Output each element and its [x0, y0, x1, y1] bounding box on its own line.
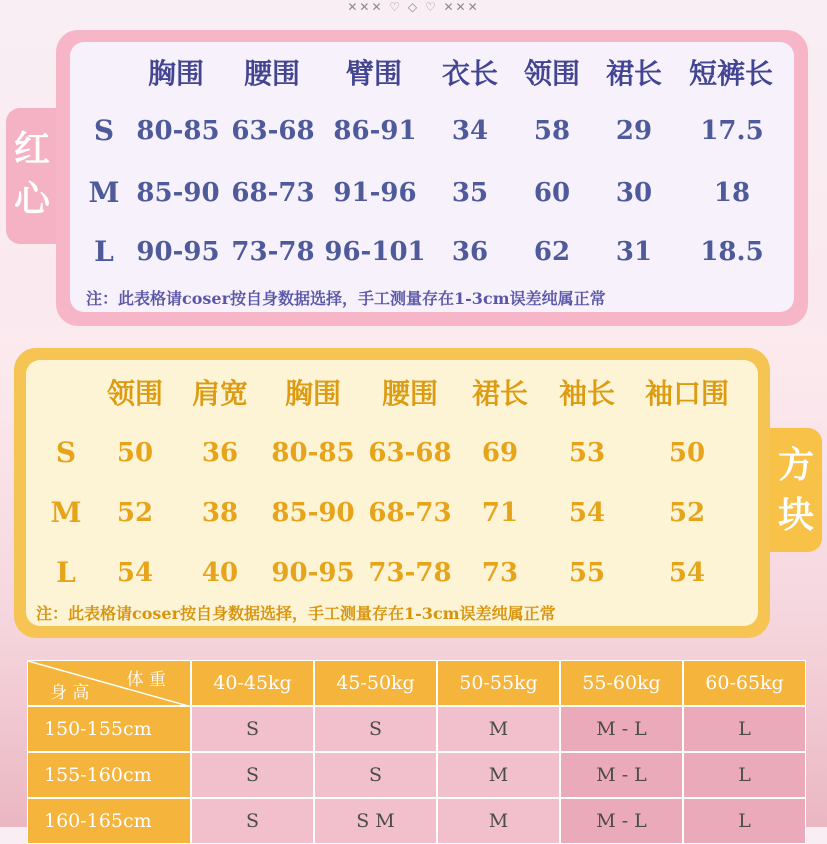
set1-cell: 30 — [615, 178, 653, 208]
set2-cell: 80-85 — [271, 438, 355, 468]
set1-cell: 36 — [451, 237, 489, 267]
size-cell: M — [437, 706, 560, 752]
set1-header: 领围 — [523, 57, 581, 90]
size-cell: L — [683, 752, 806, 798]
set1-header: 臂围 — [345, 57, 403, 90]
set1-size-label: L — [94, 235, 114, 268]
size-cell: M - L — [560, 752, 683, 798]
set2-header: 胸围 — [284, 377, 342, 410]
set2-size-label: S — [55, 436, 77, 469]
set1-size-label: S — [93, 114, 115, 147]
set2-size-label: L — [56, 556, 76, 589]
size-guide-row — [27, 798, 807, 844]
set1-cell: 63-68 — [231, 116, 315, 146]
set1-note: 注：此表格请coser按自身数据选择，手工测量存在1-3cm误差纯属正常 — [86, 289, 606, 308]
weight-header: 60-65kg — [683, 660, 806, 706]
set2-cell: 68-73 — [368, 498, 452, 528]
set1-cell: 60 — [533, 178, 571, 208]
set2-header: 腰围 — [381, 377, 439, 410]
set2-cell: 50 — [116, 438, 154, 468]
set1-cell: 73-78 — [231, 237, 315, 267]
set1-cell: 31 — [615, 237, 653, 267]
size-cell: M - L — [560, 706, 683, 752]
size-cell: S — [314, 752, 437, 798]
top-decoration: ✕✕✕ ♡ ◇ ♡ ✕✕✕ — [347, 0, 480, 14]
set2-header: 领围 — [106, 377, 164, 410]
set1-header: 裙长 — [605, 57, 663, 90]
size-cell: S — [314, 706, 437, 752]
set2-side-char-1: 方 — [777, 444, 814, 486]
set2-cell: 55 — [568, 558, 606, 588]
size-guide-corner — [27, 660, 191, 706]
size-guide-header-row — [27, 660, 807, 706]
set2-side-char-2: 块 — [777, 494, 814, 536]
set1-cell: 90-95 — [136, 237, 220, 267]
set2-note: 注：此表格请coser按自身数据选择，手工测量存在1-3cm误差纯属正常 — [36, 604, 556, 623]
set1-cell: 96-101 — [324, 237, 426, 267]
height-cell: 160-165cm — [27, 798, 191, 844]
set1-cell: 18.5 — [700, 237, 764, 267]
set2-cell: 85-90 — [271, 498, 355, 528]
set2-cell: 52 — [668, 498, 706, 528]
set1-header: 腰围 — [243, 57, 301, 90]
set2-cell: 53 — [568, 438, 606, 468]
set1-cell: 68-73 — [231, 178, 315, 208]
set1-cell: 35 — [451, 178, 489, 208]
set2-header: 肩宽 — [191, 377, 249, 410]
set1-header: 胸围 — [147, 57, 205, 90]
weight-header: 40-45kg — [191, 660, 314, 706]
set1-cell: 29 — [615, 116, 653, 146]
height-cell: 150-155cm — [27, 706, 191, 752]
set1-side-label — [6, 108, 58, 244]
set2-cell: 50 — [668, 438, 706, 468]
set1-cell: 58 — [533, 116, 571, 146]
set2-cell: 71 — [481, 498, 519, 528]
size-cell: M — [437, 752, 560, 798]
size-cell: M - L — [560, 798, 683, 844]
set2-cell: 54 — [568, 498, 606, 528]
size-cell: M — [437, 798, 560, 844]
weight-header: 50-55kg — [437, 660, 560, 706]
size-cell: S M — [314, 798, 437, 844]
set2-header: 袖口围 — [644, 377, 730, 410]
set2-side-label — [770, 428, 822, 552]
weight-header: 55-60kg — [560, 660, 683, 706]
set1-cell: 85-90 — [136, 178, 220, 208]
size-guide-table — [27, 660, 807, 844]
set1-cell: 86-91 — [333, 116, 417, 146]
set1-side-char-1: 红 — [13, 128, 50, 170]
set2-size-label: M — [50, 496, 82, 529]
set2-cell: 40 — [201, 558, 239, 588]
size-cell: S — [191, 798, 314, 844]
size-cell: S — [191, 752, 314, 798]
set2-cell: 63-68 — [368, 438, 452, 468]
set1-size-label: M — [88, 176, 120, 209]
set1-header: 衣长 — [441, 57, 499, 90]
size-guide-row — [27, 752, 807, 798]
set2-cell: 73 — [481, 558, 519, 588]
set1-cell: 17.5 — [700, 116, 764, 146]
set2-cell: 38 — [201, 498, 239, 528]
height-cell: 155-160cm — [27, 752, 191, 798]
set2-cell: 54 — [116, 558, 154, 588]
size-guide-row — [27, 706, 807, 752]
set2-header: 袖长 — [558, 377, 616, 410]
height-label: 身 高 — [50, 683, 90, 703]
set2-cell: 90-95 — [271, 558, 355, 588]
set2-cell: 54 — [668, 558, 706, 588]
set2-cell: 73-78 — [368, 558, 452, 588]
set1-cell: 91-96 — [333, 178, 417, 208]
weight-header: 45-50kg — [314, 660, 437, 706]
set2-cell: 36 — [201, 438, 239, 468]
set1-header: 短裤长 — [688, 57, 774, 90]
set1-cell: 18 — [713, 178, 751, 208]
size-cell: L — [683, 706, 806, 752]
set2-header: 裙长 — [471, 377, 529, 410]
set1-cell: 80-85 — [136, 116, 220, 146]
set2-cell: 52 — [116, 498, 154, 528]
set1-side-char-2: 心 — [13, 178, 50, 220]
weight-label: 体 重 — [126, 670, 166, 690]
size-cell: S — [191, 706, 314, 752]
set2-cell: 69 — [481, 438, 519, 468]
set1-cell: 62 — [533, 237, 571, 267]
size-cell: L — [683, 798, 806, 844]
set1-cell: 34 — [451, 116, 489, 146]
